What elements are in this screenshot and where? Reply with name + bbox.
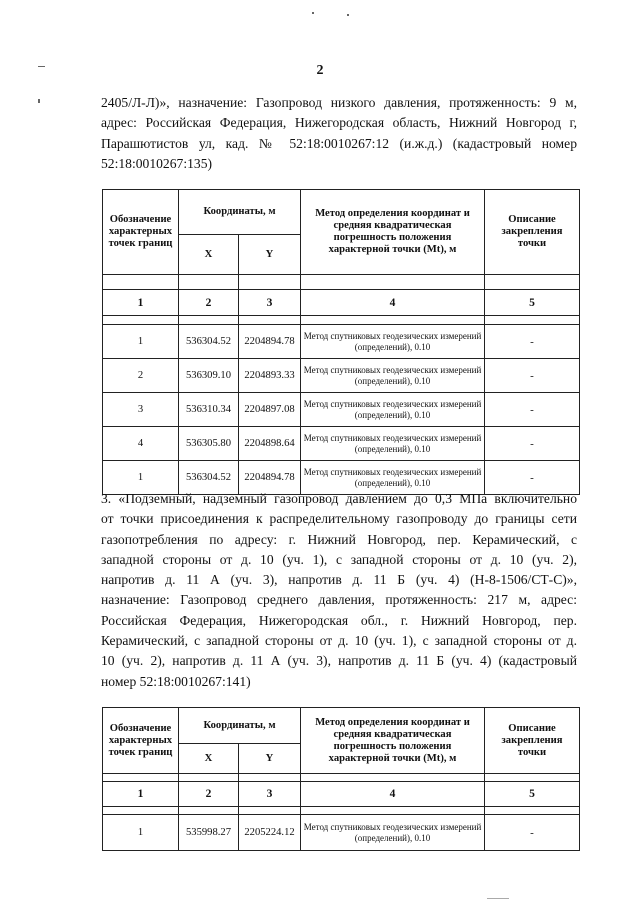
- text-line: номер 52:18:0010267:141): [101, 673, 251, 689]
- index-cell: 3: [239, 290, 301, 316]
- table-row: [103, 325, 580, 359]
- index-cell: 2: [179, 290, 239, 316]
- scan-speck: [487, 898, 509, 899]
- x-cell: 536309.10: [179, 359, 239, 393]
- method-cell: Метод спутниковых геодезических измерений (определений), 0.10: [301, 359, 485, 393]
- text-line: напротив д. 11 А (уч. 3), напротив д. 11 Б (уч. 4) (Н-8-1506/СТ-С)»,: [101, 572, 577, 588]
- table-row: [103, 815, 580, 851]
- text-line: Парашютистов ул, кад. № 52:18:0010267:12 (и.ж.д.) (кадастровый номер: [101, 135, 577, 151]
- x-cell: 535998.27: [179, 815, 239, 851]
- x-cell: 536305.80: [179, 427, 239, 461]
- header-method: Метод определения координат и средняя квадратическая погрешность положения характерной точки (Mt), м: [301, 708, 485, 774]
- method-cell: Метод спутниковых геодезических измерений (определений), 0.10: [301, 325, 485, 359]
- y-cell: 2204894.78: [239, 461, 301, 495]
- table-row: [103, 359, 580, 393]
- index-cell: 1: [103, 290, 179, 316]
- index-cell: 1: [103, 782, 179, 807]
- text-line: 10 (уч. 2), напротив д. 11 А (уч. 3), напротив д. 11 Б (уч. 4) (кадастровый: [101, 653, 577, 669]
- header-point-designation: Обозначение характерных точек границ: [103, 190, 179, 275]
- coordinates-table-1: [102, 189, 580, 495]
- method-cell: Метод спутниковых геодезических измерений (определений), 0.10: [301, 427, 485, 461]
- description-cell: -: [485, 815, 580, 851]
- index-cell: 4: [301, 782, 485, 807]
- header-description: Описание закрепления точки: [485, 190, 580, 275]
- scan-speck: [312, 12, 314, 14]
- description-cell: -: [485, 325, 580, 359]
- method-cell: Метод спутниковых геодезических измерений (определений), 0.10: [301, 815, 485, 851]
- description-cell: -: [485, 359, 580, 393]
- x-cell: 536310.34: [179, 393, 239, 427]
- y-cell: 2205224.12: [239, 815, 301, 851]
- index-cell: 3: [239, 782, 301, 807]
- method-cell: Метод спутниковых геодезических измерений (определений), 0.10: [301, 393, 485, 427]
- point-cell: 1: [103, 815, 179, 851]
- y-cell: 2204897.08: [239, 393, 301, 427]
- header-y: Y: [239, 744, 301, 774]
- text-line: назначение: Газопровод среднего давления, протяженность: 217 м, адрес:: [101, 592, 577, 608]
- header-x: X: [179, 235, 239, 275]
- text-line: 2405/Л-Л)», назначение: Газопровод низкого давления, протяженность: 9 м,: [101, 95, 577, 110]
- x-cell: 536304.52: [179, 325, 239, 359]
- text-line: Российская Федерация, Нижегородская обл., г. Нижний Новгород, пер.: [101, 612, 577, 628]
- description-cell: -: [485, 427, 580, 461]
- text-line: 3. «Подземный, надземный газопровод давлением до 0,3 МПа включительно: [101, 491, 577, 506]
- paragraph-object-3: [101, 489, 577, 692]
- header-coordinates: Координаты, м: [179, 190, 301, 235]
- index-cell: 2: [179, 782, 239, 807]
- scan-speck: [38, 99, 40, 103]
- scan-speck: [347, 14, 349, 16]
- header-description: Описание закрепления точки: [485, 708, 580, 774]
- index-cell: 5: [485, 782, 580, 807]
- paragraph-object-2-ending: [101, 93, 577, 174]
- header-x: X: [179, 744, 239, 774]
- coordinates-table-2: [102, 707, 580, 851]
- text-line: от точки присоединения к распределительному газопроводу до границы сети: [101, 511, 577, 527]
- index-cell: 5: [485, 290, 580, 316]
- text-line: 52:18:0010267:135): [101, 155, 213, 171]
- header-coordinates: Координаты, м: [179, 708, 301, 744]
- point-cell: 2: [103, 359, 179, 393]
- y-cell: 2204894.78: [239, 325, 301, 359]
- text-line: газопотребления по адресу: г. Нижний Новгород, пер. Керамический, с: [101, 531, 577, 547]
- table-row: [103, 393, 580, 427]
- y-cell: 2204898.64: [239, 427, 301, 461]
- x-cell: 536304.52: [179, 461, 239, 495]
- text-line: Керамический, с западной стороны от д. 10 (уч. 1), с западной стороны от д.: [101, 633, 577, 649]
- text-line: западной стороны от д. 10 (уч. 1), с западной стороны от д. 10 (уч. 2),: [101, 551, 577, 567]
- method-cell: Метод спутниковых геодезических измерений (определений), 0.10: [301, 461, 485, 495]
- text-line: адрес: Российская Федерация, Нижегородская область, Нижний Новгород г,: [101, 115, 577, 131]
- table-row: [103, 427, 580, 461]
- header-y: Y: [239, 235, 301, 275]
- point-cell: 1: [103, 461, 179, 495]
- point-cell: 4: [103, 427, 179, 461]
- point-cell: 3: [103, 393, 179, 427]
- page-number: 2: [316, 63, 324, 78]
- index-cell: 4: [301, 290, 485, 316]
- header-point-designation: Обозначение характерных точек границ: [103, 708, 179, 774]
- y-cell: 2204893.33: [239, 359, 301, 393]
- description-cell: -: [485, 393, 580, 427]
- description-cell: -: [485, 461, 580, 495]
- header-method: Метод определения координат и средняя квадратическая погрешность положения характерной точки (Mt), м: [301, 190, 485, 275]
- point-cell: 1: [103, 325, 179, 359]
